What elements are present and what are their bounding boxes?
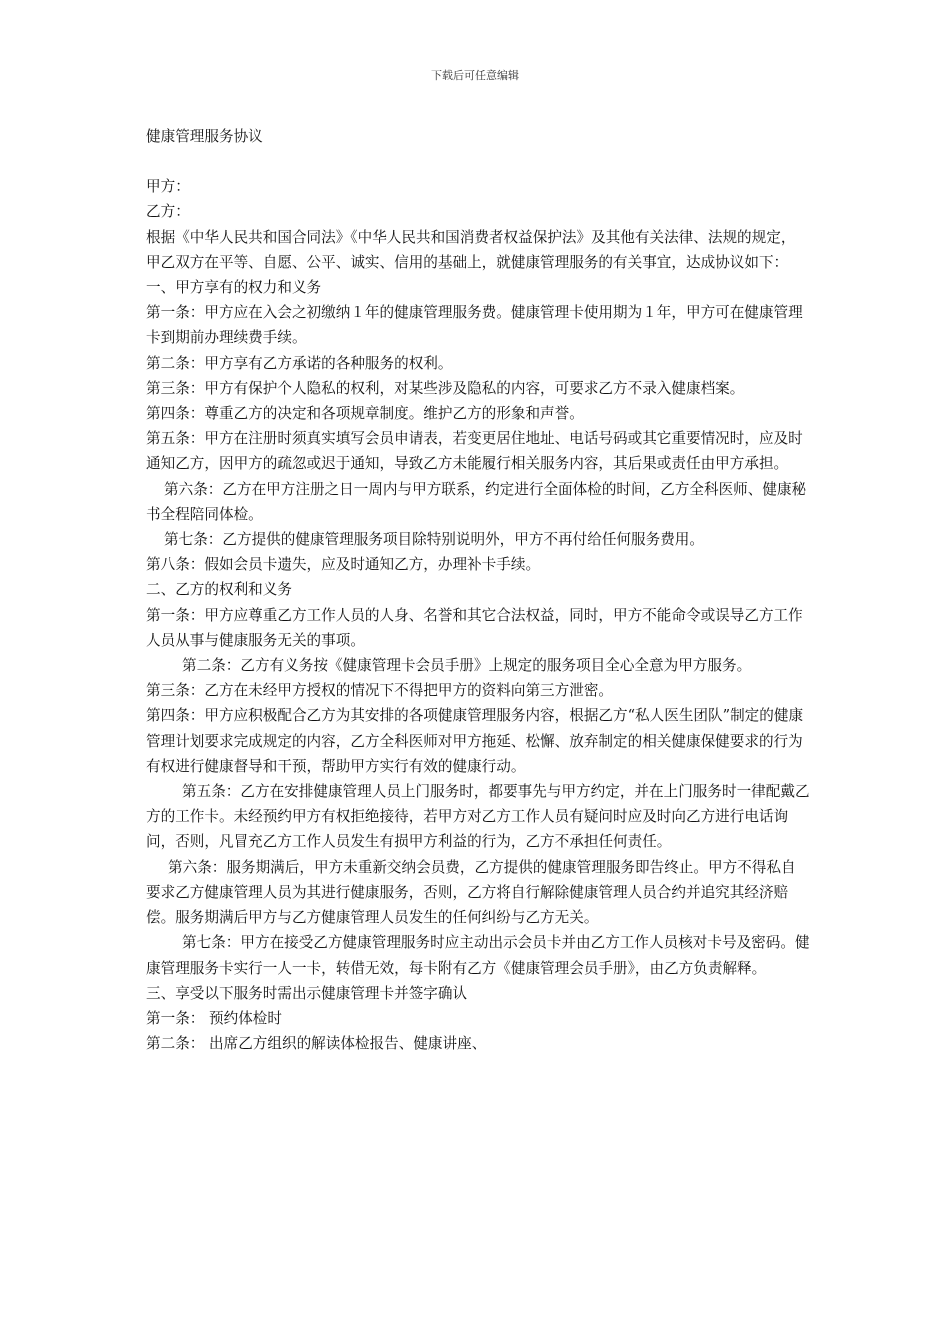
document-title: 健康管理服务协议 [146,128,263,145]
clause-paragraph: 第三条：甲方有保护个人隐私的权利，对某些涉及隐私的内容，可要求乙方不录入健康档案。 [146,379,745,397]
clause-paragraph: 第四条：尊重乙方的决定和各项规章制度。维护乙方的形象和声誉。 [146,405,584,423]
section-heading: 三、享受以下服务时需出示健康管理卡并签字确认 [146,984,468,1002]
document-body [146,124,810,1056]
party-b-line: 乙方： [146,203,190,221]
clause-paragraph: 第六条：服务期满后，甲方未重新交纳会员费，乙方提供的健康管理服务即告终止。甲方不得私自要求乙方健康管理人员为其进行健康服务，否则，乙方将自行解除健康管理人员合约并追究其经济赔偿。服务期满后甲方与乙方健康管理人员发生的任何纠纷与乙方无关。 [146,858,796,927]
clause-paragraph: 第八条：假如会员卡遗失，应及时通知乙方，办理补卡手续。 [146,556,541,574]
clause-paragraph: 第六条：乙方在甲方注册之日一周内与甲方联系，约定进行全面体检的时间，乙方全科医师、健康秘书全程陪同体检。 [146,480,807,523]
clause-paragraph: 第五条：乙方在安排健康管理人员上门服务时，都要事先与甲方约定，并在上门服务时一律配戴乙方的工作卡。未经预约甲方有权拒绝接待，若甲方对乙方工作人员有疑问时应及时向乙方进行电话询问，否则，凡冒充乙方工作人员发生有损甲方利益的行为，乙方不承担任何责任。 [146,783,810,851]
section-heading: 二、乙方的权利和义务 [146,581,292,599]
clause-paragraph: 第三条：乙方在未经甲方授权的情况下不得把甲方的资料向第三方泄密。 [146,682,614,700]
clause-paragraph: 第二条：甲方享有乙方承诺的各种服务的权利。 [146,354,453,372]
clause-paragraph: 第一条： 预约体检时 [146,1009,282,1027]
preamble-paragraph: 根据《中华人民共和国合同法》《中华人民共和国消费者权益保护法》及其他有关法律、法规的规定，甲乙双方在平等、自愿、公平、诚实、信用的基础上，就健康管理服务的有关事宜，达成协议如下： [146,228,796,271]
clause-paragraph: 第七条：乙方提供的健康管理服务项目除特别说明外，甲方不再付给任何服务费用。 [164,531,704,549]
clause-paragraph: 第五条：甲方在注册时须真实填写会员申请表，若变更居住地址、电话号码或其它重要情况时，应及时通知乙方，因甲方的疏忽或迟于通知，导致乙方未能履行相关服务内容，其后果或责任由甲方承担。 [146,430,803,473]
clause-paragraph: 第四条：甲方应积极配合乙方为其安排的各项健康管理服务内容，根据乙方“私人医生团队”制定的健康管理计划要求完成规定的内容，乙方全科医师对甲方拖延、松懈、放弃制定的相关健康保健要求的行为有权进行健康督导和干预，帮助甲方实行有效的健康行动。 [146,707,804,775]
party-a-line: 甲方： [146,178,190,196]
clause-paragraph: 第二条： 出席乙方组织的解读体检报告、健康讲座、 [146,1035,487,1053]
section-heading: 一、甲方享有的权力和义务 [146,279,322,297]
clause-paragraph: 第一条：甲方应在入会之初缴纳１年的健康管理服务费。健康管理卡使用期为１年，甲方可在健康管理卡到期前办理续费手续。 [146,304,803,347]
clause-paragraph: 第七条：甲方在接受乙方健康管理服务时应主动出示会员卡并由乙方工作人员核对卡号及密码。健康管理服务卡实行一人一卡，转借无效，每卡附有乙方《健康管理会员手册》，由乙方负责解释。 [146,934,810,977]
clause-paragraph: 第一条：甲方应尊重乙方工作人员的人身、名誉和其它合法权益，同时，甲方不能命令或误导乙方工作人员从事与健康服务无关的事项。 [146,606,803,649]
header-note: 下载后可任意编辑 [431,69,519,82]
clause-paragraph: 第二条：乙方有义务按《健康管理卡会员手册》上规定的服务项目全心全意为甲方服务。 [182,657,752,675]
